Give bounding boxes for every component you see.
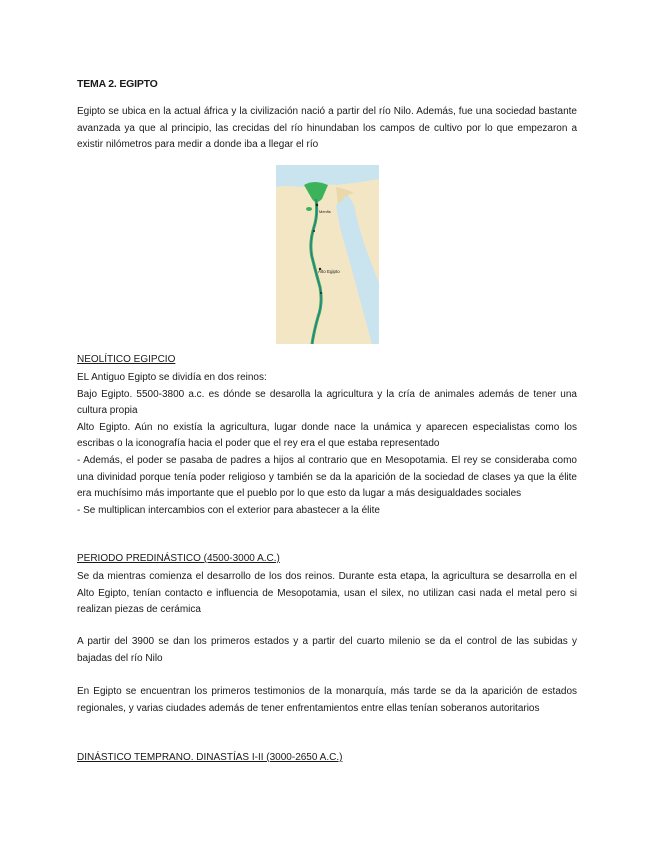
section-heading-dinastico: DINÁSTICO TEMPRANO. DINASTÍAS I-II (3000-2650 A.C.) (77, 752, 343, 763)
neolitico-line: - Además, el poder se pasaba de padres a hijos al contrario que en Mesopotamia. El rey se consideraba como una divinidad porque tenía poder religioso y también se da la aparición de la sociedad de clases ya que la élite era muchísimo más importante que el pueblo por lo que esto da lugar a más desigualdades sociales (77, 454, 577, 500)
predinastico-text-2: A partir del 3900 se dan los primeros estados y a partir del cuarto milenio se da el control de las subidas y bajadas del río Nilo (77, 636, 577, 664)
egypt-map-image (276, 165, 379, 344)
neolitico-line: Alto Egipto. Aún no existía la agricultura, lugar donde nace la unámica y aparecen especialistas como los escribas o la iconografía hacia el poder que el rey era el que estaba representado (77, 421, 577, 450)
intro-paragraph (77, 104, 577, 154)
predinastico-paragraph-1 (77, 569, 577, 619)
section-neolitico-body (77, 370, 577, 519)
predinastico-text-1: Se da mientras comienza el desarrollo de los dos reinos. Durante esta etapa, la agricultura se desarrolla en el Alto Egipto, tenían contacto e influencia de Mesopotamia, usan el silex, no utilizan casi nada el metal pero si realizan piezas de cerámica (77, 571, 577, 616)
document-title: TEMA 2. EGIPTO (77, 78, 158, 90)
neolitico-line: Bajo Egipto. 5500-3800 a.c. es dónde se desarolla la agricultura y la cría de animales además de tener una cultura propia (77, 388, 577, 417)
map-label-upper: Menfis (319, 209, 331, 214)
section-heading-neolitico: NEOLÍTICO EGIPCIO (77, 354, 176, 365)
neolitico-line: EL Antiguo Egipto se dividía en dos reinos: (77, 372, 267, 383)
predinastico-text-3: En Egipto se encuentran los primeros testimonios de la monarquía, más tarde se da la aparición de estados regionales, y varias ciudades además de tener enfrentamientos entre ellas tenían soberanos autoritarios (77, 686, 577, 714)
predinastico-paragraph-2 (77, 634, 577, 667)
map-label-lower: Alto Egipto (318, 269, 340, 274)
neolitico-line: - Se multiplican intercambios con el exterior para abastecer a la élite (77, 504, 380, 516)
predinastico-paragraph-3 (77, 684, 577, 717)
intro-text: Egipto se ubica en la actual áfrica y la civilización nació a partir del río Nilo. Además, fue una sociedad bastante avanzada ya que al principio, las crecidas del río hinundaban los campos de cultivo por lo que empezaron a existir nilómetros para medir a donde iba a llegar el río (77, 106, 577, 151)
section-heading-predinastico: PERIODO PREDINÁSTICO (4500-3000 A.C.) (77, 553, 280, 564)
